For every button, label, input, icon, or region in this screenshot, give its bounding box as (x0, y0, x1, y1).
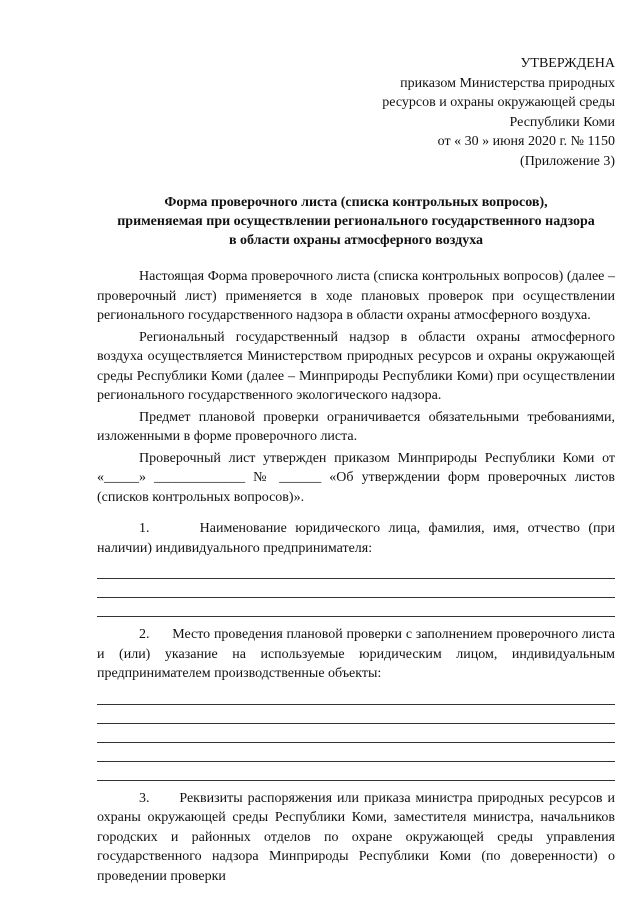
approval-date: от « 30 » июня 2020 г. № 1150 (437, 134, 615, 149)
paragraph: Региональный государственный надзор в области охраны атмосферного воздуха осуществляется Министерством природных ресурсов и охраны окружающей среды Республики Коми (далее – Минприроды Республики Коми) при осуществлении регионального государственного экологического надзора. (97, 329, 615, 403)
title-line: применяемая при осуществлении регионального государственного надзора (117, 214, 595, 229)
title-line: Форма проверочного листа (списка контрольных вопросов), (164, 195, 548, 210)
fill-line[interactable] (97, 579, 615, 598)
approval-line: приказом Министерства природных (400, 75, 615, 91)
form-item-2: 2. Место проведения плановой проверки с заполнением проверочного листа и (или) указание на используемые юридическим лицом, индивидуальным предпринимателем производственные объекты: (97, 627, 615, 681)
fill-line[interactable] (97, 762, 615, 781)
fill-line[interactable] (97, 560, 615, 579)
document-page (97, 54, 615, 888)
fill-line[interactable] (97, 724, 615, 743)
form-item-3: 3. Реквизиты распоряжения или приказа министра природных ресурсов и охраны окружающей среды Республики Коми, заместителя министра, начальников городских и районных отделов по охране окружающей среды управления государственного надзора Минприроды Республики Коми (по доверенности) о проведении проверки (97, 790, 615, 884)
paragraph: Настоящая Форма проверочного листа (списка контрольных вопросов) (далее – проверочный лист) применяется в ходе плановых проверок при осуществлении регионального государственного надзора в области охраны атмосферного воздуха. (97, 269, 615, 323)
fill-line[interactable] (97, 598, 615, 617)
approval-heading: УТВЕРЖДЕНА (520, 56, 615, 71)
paragraph: Предмет плановой проверки ограничивается обязательными требованиями, изложенными в форме проверочного листа. (97, 409, 615, 444)
document-body (97, 267, 615, 886)
title-line: в области охраны атмосферного воздуха (228, 233, 484, 248)
approval-block (97, 54, 615, 171)
form-item-1: 1. Наименование юридического лица, фамилия, имя, отчество (при наличии) индивидуального предпринимателя: (97, 521, 615, 556)
fill-line[interactable] (97, 686, 615, 705)
paragraph: Проверочный лист утвержден приказом Минприроды Республики Коми от «_____» _____________ № ______ «Об утверждении форм проверочных листов (списков контрольных вопросов)». (97, 450, 615, 505)
approval-line: Республики Коми (509, 114, 615, 130)
fill-line[interactable] (97, 743, 615, 762)
approval-appendix: (Приложение 3) (520, 153, 615, 169)
fill-line[interactable] (97, 705, 615, 724)
approval-line: ресурсов и охраны окружающей среды (382, 95, 615, 110)
document-title (97, 193, 615, 250)
